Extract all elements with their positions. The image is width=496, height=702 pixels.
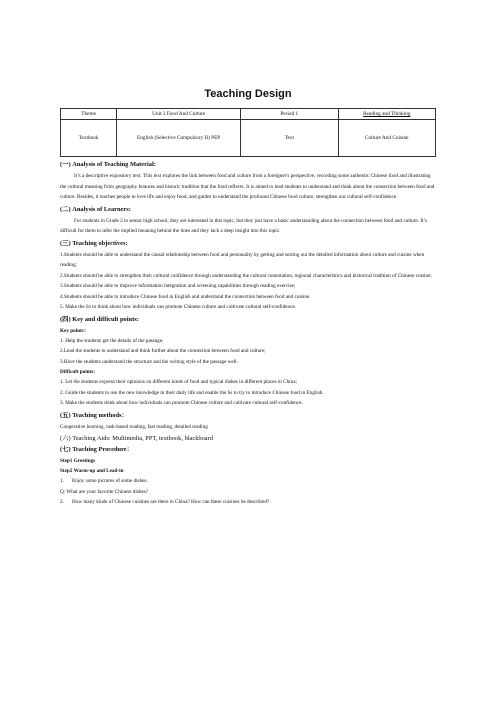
table-cell: Reading and Thinking (338, 109, 436, 120)
table-row (61, 109, 436, 120)
list-number: 2. (60, 499, 64, 505)
list-item: 1.Students should be able to understand the causal relationship between food and personality by getting and sorting out the detailed information about culture and cuisine when reading; (60, 251, 425, 268)
section-heading: (二) Analysis of Learners: (60, 205, 131, 213)
info-table (60, 108, 436, 157)
list-item: 5. Make the Ss to think about how individuals can promote Chinese culture and cultivate cultural self-confidence. (60, 304, 296, 310)
table-cell: Culture And Cuisine (338, 120, 436, 157)
list-text: Enjoy some pictures of some dishes. (72, 478, 148, 484)
section-paragraph: It’s a descriptive expository text. This text explores the link between food and culture from a foreigner's perspective, recording some authentic Chinese food and illustrating the cultural meaning from geography features and historic tradition that the food reflects. It is aimed to lead students to understand and think about the connection between food and culture. Besides, it teaches people to love life and enjoy food, and guides to understand the profound Chinese food culture, strengthen our cultural self-confidence. (60, 173, 435, 200)
section-heading: (七) Teaching Procedure： (60, 446, 134, 453)
key-points-label: Key points： (60, 327, 89, 334)
list-item: 2.Lead the students to understand and think further about the connection between food and culture; (60, 348, 266, 354)
list-item (60, 476, 436, 487)
table-cell: Text (241, 120, 339, 157)
page-title: Teaching Design (204, 88, 292, 100)
table-cell: Unit 3 Food And Culture (117, 109, 241, 120)
table-row (61, 120, 436, 157)
section-paragraph: Cooperative learning, task-based reading, fast reading, detailed reading (60, 423, 208, 430)
document-page (60, 88, 436, 508)
step-heading: Step1 Greetings (60, 458, 96, 464)
step-heading: Step2 Warm-up and Lead-in (60, 468, 124, 474)
difficult-points-label: Difficult points: (60, 369, 96, 375)
list-item: 2.Students should be able to strengthen their cultural confidence through understanding the cultural connotation, regional characteristics and historical tradition of Chinese cuisine; (60, 272, 432, 279)
list-item: 3. Make the students think about how individuals can promote Chinese culture and cultivate cultural self-confidence. (60, 400, 303, 406)
section-heading: (五) Teaching methods： (60, 411, 128, 419)
list-item (60, 497, 436, 508)
list-item: 4.Students should be able to introduce Chinese food in English and understand the connection between food and cuisine. (60, 293, 311, 300)
table-cell: English (Selective Compulsory II) PEP (117, 120, 241, 157)
table-cell: Textbook (61, 120, 117, 157)
list-item: 3.Students should be able to improve information integration and screening capabilities through reading exercise; (60, 283, 296, 289)
list-item: 2. Guide the students to use the new knowledge in their daily life and enable the Ss to try to introduce Chinese food in English. (60, 389, 324, 396)
list-item: 1. Help the students get the details of the passage; (60, 337, 164, 344)
list-item: 3.Have the students understand the structure and the writing style of the passage well. (60, 358, 238, 365)
section-heading: (三) Teaching objectives: (60, 239, 128, 247)
list-number: 1. (60, 478, 64, 484)
list-item: 1. Let the students express their opinions on different kinds of food and typical dishes in different places in China; (60, 379, 297, 385)
list-item (60, 487, 436, 498)
section-paragraph: For students in Grade 2 in senior high school, they are interested in this topic, but they just have a basic understanding about the connection between food and culture. It’s difficult for them to infer the implied meaning behind the lines and they lack a deep insight into this topic. (60, 217, 427, 234)
list-text: How many kinds of Chinese cuisines are there in China? How can these cuisines be described? (72, 499, 270, 505)
section-heading: (一) Analysis of Teaching Material: (60, 161, 156, 168)
list-text: Q: What are your favorite Chinese dishes? (60, 488, 149, 495)
section-heading: (六) Teaching Aids: Multimedia, PPT, textbook, blackboard (60, 435, 213, 442)
table-cell: Period 1 (241, 109, 339, 120)
table-cell: Theme (61, 109, 117, 120)
section-heading: (四) Key and difficult points: (60, 315, 139, 323)
